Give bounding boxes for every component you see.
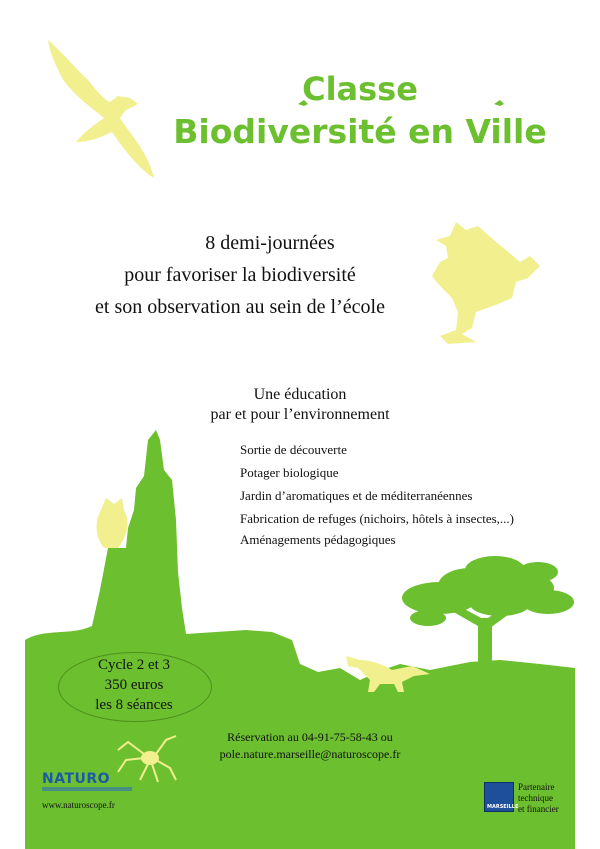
partner-line-2: technique: [518, 793, 553, 803]
marseille-logo-text: MARSEILLE: [487, 804, 519, 810]
tree-silhouette: [402, 556, 574, 678]
partner-line-3: et financier: [518, 804, 559, 814]
cycle-line-1: Cycle 2 et 3: [97, 657, 171, 673]
activity-item: Jardin d’aromatiques et de méditerranéennes: [240, 488, 473, 503]
naturoscope-logo-bar: [42, 787, 132, 791]
owl-silhouette: [97, 498, 128, 548]
frog-silhouette: [432, 222, 540, 344]
website-link[interactable]: www.naturoscope.fr: [42, 800, 115, 810]
education-line-2: par et pour l’environnement: [210, 406, 390, 423]
activity-item: Potager biologique: [240, 465, 339, 480]
reservation-email[interactable]: pole.nature.marseille@naturoscope.fr: [219, 747, 401, 761]
title-line-2: Biodiversité en Ville: [173, 112, 547, 151]
reservation-phone: Réservation au 04-91-75-58-43 ou: [227, 730, 393, 744]
subtitle-line-3: et son observation au sein de l’école: [95, 296, 385, 318]
subtitle-line-1: 8 demi-journées: [205, 232, 335, 254]
partner-line-1: Partenaire: [518, 782, 555, 792]
marseille-logo: [484, 782, 519, 812]
activity-item: Sortie de découverte: [240, 442, 347, 457]
eagle-silhouette: [48, 40, 154, 178]
subtitle-line-2: pour favoriser la biodiversité: [124, 264, 356, 286]
cycle-line-3: les 8 séances: [95, 697, 173, 713]
title-line-1: Classe: [302, 70, 418, 108]
activity-item: Aménagements pédagogiques: [240, 532, 396, 547]
education-line-1: Une éducation: [253, 386, 347, 403]
activity-item: Fabrication de refuges (nichoirs, hôtels à insectes,...): [240, 511, 514, 526]
cycle-line-2: 350 euros: [104, 677, 164, 693]
naturoscope-logo: NATURO: [42, 771, 111, 787]
